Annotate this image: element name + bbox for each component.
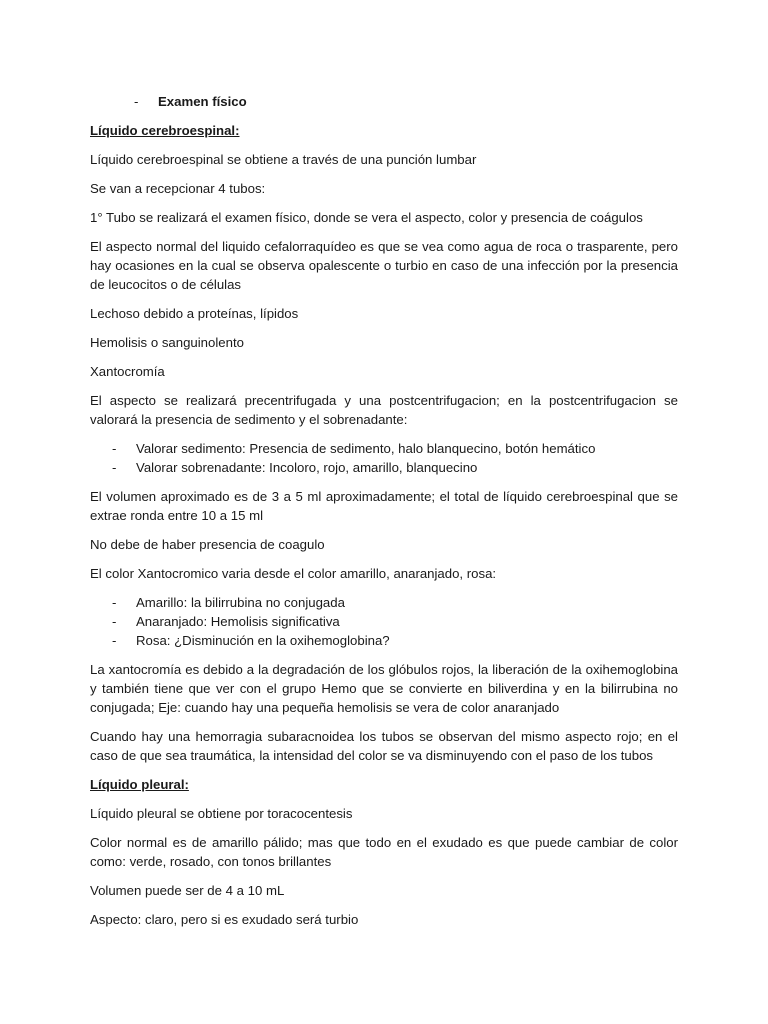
list-bullet: - <box>112 460 117 475</box>
document-page <box>90 92 678 939</box>
list-item <box>112 631 678 650</box>
paragraph: El color Xantocromico varia desde el color amarillo, anaranjado, rosa: <box>90 566 497 581</box>
paragraph: Xantocromía <box>90 364 165 379</box>
list-bullet: - <box>112 441 117 456</box>
list-item <box>112 458 678 477</box>
list-item-text: Valorar sedimento: Presencia de sedimento, halo blanquecino, botón hemático <box>136 441 596 456</box>
list-colors <box>90 593 678 650</box>
section-item-examen-fisico <box>134 92 678 111</box>
list-aspect <box>90 439 678 477</box>
paragraph: Se van a recepcionar 4 tubos: <box>90 181 266 196</box>
paragraph: Color normal es de amarillo pálido; mas que todo en el exudado es que puede cambiar de color como: verde, rosado, con tonos brillantes <box>90 835 678 869</box>
paragraph: El aspecto normal del liquido cefalorraquídeo es que se vea como agua de roca o trasparente, pero hay ocasiones en la cual se observa opalescente o turbio en caso de una infección por la presencia de leucocitos o de células <box>90 239 678 292</box>
paragraph: 1° Tubo se realizará el examen físico, donde se vera el aspecto, color y presencia de coágulos <box>90 210 643 225</box>
paragraph: Cuando hay una hemorragia subaracnoidea los tubos se observan del mismo aspecto rojo; en el caso de que sea traumática, la intensidad del color se va disminuyendo con el paso de los tubos <box>90 729 678 763</box>
paragraph: No debe de haber presencia de coagulo <box>90 537 325 552</box>
paragraph: Aspecto: claro, pero si es exudado será turbio <box>90 912 359 927</box>
list-item <box>112 439 678 458</box>
heading-pleural: Líquido pleural: <box>90 777 189 792</box>
paragraph: Volumen puede ser de 4 a 10 mL <box>90 883 285 898</box>
list-bullet: - <box>134 94 139 109</box>
list-item-text: Anaranjado: Hemolisis significativa <box>136 614 340 629</box>
list-item-text: Amarillo: la bilirrubina no conjugada <box>136 595 345 610</box>
list-bullet: - <box>112 595 117 610</box>
paragraph: La xantocromía es debido a la degradación de los glóbulos rojos, la liberación de la oxihemoglobina y también tiene que ver con el grupo Hemo que se convierte en biliverdina y en la bilirrubina no conjugada; Eje: cuando hay una pequeña hemolisis se vera de color anaranjado <box>90 662 678 715</box>
heading-csf: Líquido cerebroespinal: <box>90 123 240 138</box>
paragraph: Líquido pleural se obtiene por toracocentesis <box>90 806 353 821</box>
paragraph: Líquido cerebroespinal se obtiene a través de una punción lumbar <box>90 152 477 167</box>
list-bullet: - <box>112 633 117 648</box>
list-item <box>112 593 678 612</box>
paragraph: El volumen aproximado es de 3 a 5 ml aproximadamente; el total de líquido cerebroespinal que se extrae ronda entre 10 a 15 ml <box>90 489 678 523</box>
paragraph: Hemolisis o sanguinolento <box>90 335 244 350</box>
list-item-text: Rosa: ¿Disminución en la oxihemoglobina? <box>136 633 390 648</box>
list-item <box>112 612 678 631</box>
list-item-text: Valorar sobrenadante: Incoloro, rojo, amarillo, blanquecino <box>136 460 478 475</box>
paragraph: Lechoso debido a proteínas, lípidos <box>90 306 299 321</box>
section-title: Examen físico <box>158 94 247 109</box>
paragraph: El aspecto se realizará precentrifugada y una postcentrifugacion; en la postcentrifugacion se valorará la presencia de sedimento y el sobrenadante: <box>90 393 678 427</box>
list-bullet: - <box>112 614 117 629</box>
